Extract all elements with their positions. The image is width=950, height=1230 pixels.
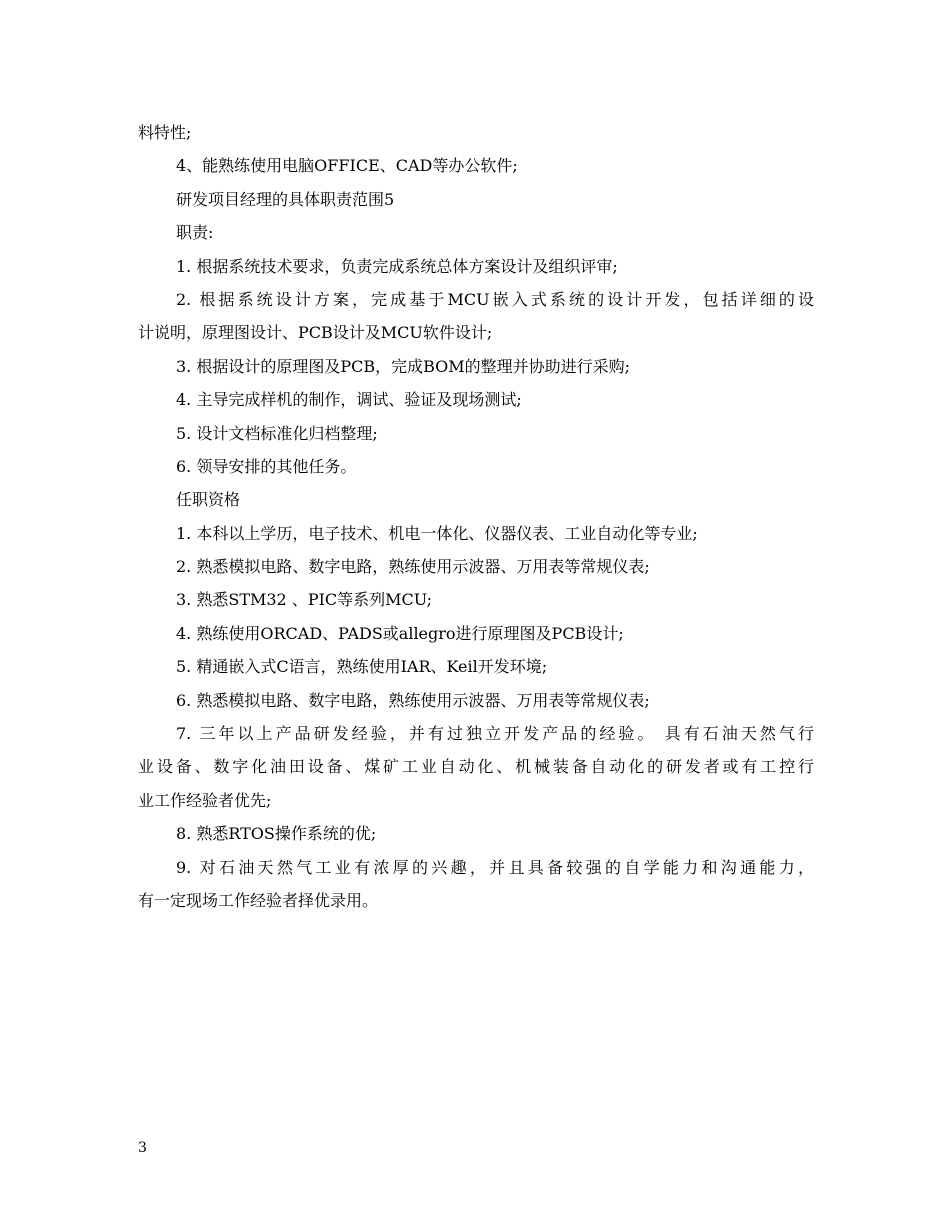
text-line: 研发项目经理的具体职责范围5 [176, 189, 395, 209]
text-line: 6. 领导安排的其他任务。 [176, 456, 357, 476]
text-line: 职责: [176, 223, 214, 243]
text-line: 计说明，原理图设计、PCB设计及MCU软件设计; [138, 323, 493, 343]
text-line: 1. 根据系统技术要求，负责完成系统总体方案设计及组织评审; [176, 256, 618, 276]
document-body [138, 116, 814, 917]
text-line: 2. 根据系统设计方案，完成基于MCU嵌入式系统的设计开发，包括详细的设 [176, 289, 814, 309]
text-line: 有一定现场工作经验者择优录用。 [138, 890, 379, 910]
text-line: 3. 熟悉STM32 、PIC等系列MCU; [176, 590, 433, 610]
text-line: 1. 本科以上学历，电子技术、机电一体化、仪器仪表、工业自动化等专业; [176, 523, 698, 543]
text-line: 业工作经验者优先; [138, 790, 272, 810]
text-line: 业设备、数字化油田设备、煤矿工业自动化、机械装备自动化的研发者或有工控行 [138, 757, 814, 777]
text-line: 5. 设计文档标准化归档整理; [176, 423, 378, 443]
text-line: 6. 熟悉模拟电路、数字电路，熟练使用示波器、万用表等常规仪表; [176, 690, 650, 710]
text-line: 4、能熟练使用电脑OFFICE、CAD等办公软件; [176, 156, 518, 176]
text-line: 5. 精通嵌入式C语言，熟练使用IAR、Keil开发环境; [176, 657, 548, 677]
text-line: 3. 根据设计的原理图及PCB，完成BOM的整理并协助进行采购; [176, 356, 631, 376]
text-line: 9. 对石油天然气工业有浓厚的兴趣，并且具备较强的自学能力和沟通能力， [176, 857, 814, 877]
text-line: 任职资格 [176, 490, 241, 510]
text-line: 8. 熟悉RTOS操作系统的优; [176, 824, 377, 844]
text-line: 4. 主导完成样机的制作，调试、验证及现场测试; [176, 390, 522, 410]
page-number: 3 [138, 1140, 147, 1156]
text-line: 7. 三年以上产品研发经验，并有过独立开发产品的经验。 具有石油天然气行 [176, 724, 814, 744]
text-line: 4. 熟练使用ORCAD、PADS或allegro进行原理图及PCB设计; [176, 623, 624, 643]
text-line: 2. 熟悉模拟电路、数字电路，熟练使用示波器、万用表等常规仪表; [176, 557, 650, 577]
text-line: 料特性; [138, 123, 192, 142]
